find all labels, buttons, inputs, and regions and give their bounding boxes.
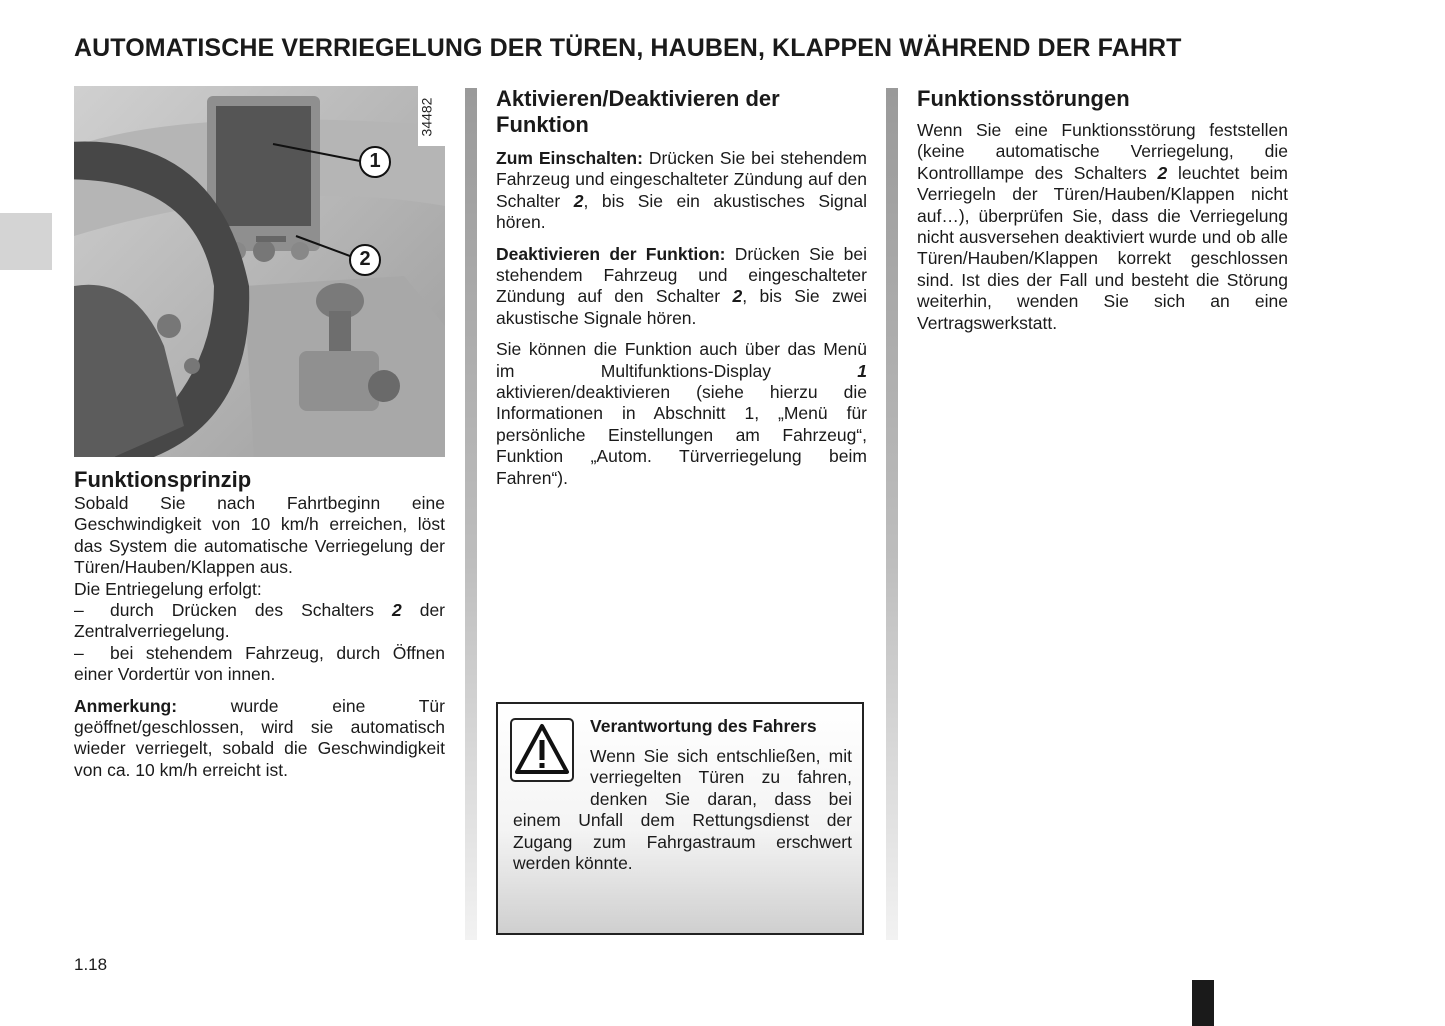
warning-text-block (513, 746, 852, 874)
unlock-item-1: – durch Drücken des Schalters 2 der Zentralverriegelung. (74, 600, 445, 642)
column-right (917, 86, 1288, 334)
warning-box (496, 702, 864, 935)
heading-aktivieren: Aktivieren/Deaktivieren der Funktion (496, 86, 780, 137)
unlocking-intro: Die Entriegelung erfolgt: (74, 578, 262, 599)
dashboard-illustration (74, 86, 445, 457)
column-separator (886, 88, 898, 940)
section-tab (0, 213, 52, 270)
column-separator (465, 88, 477, 940)
note: Anmerkung: wurde eine Tür geöffnet/geschlossen, wird sie automatisch wieder verriegelt, sobald die Geschwindigkeit von ca. 10 km/h erreicht ist. (74, 695, 445, 780)
corner-marker (1192, 980, 1214, 1026)
figure-code: 34482 (418, 97, 435, 137)
callout-2: 2 (359, 248, 371, 270)
enable-instructions: Zum Einschalten: Drücken Sie bei stehendem Fahrzeug und eingeschalteter Zündung auf den Schalter 2, bis Sie ein akustisches Signal hören. (496, 148, 868, 233)
malfunction-text: Wenn Sie eine Funktionsstörung feststellen (keine automatische Verriegelung, die Kontrolllampe des Schalters 2 leuchtet beim Verriegeln der Türen/Hauben/Klappen nicht auf…), überprüfen Sie, dass die Verriegelung nicht ausversehen deaktiviert wurde und ob alle Türen/Hauben/Klappen korrekt geschlossen sind. Ist dies der Fall und besteht die Störung weiterhin, wenden Sie sich an eine Vertragswerkstatt. (917, 120, 1289, 333)
heading-funktionsstoerungen: Funktionsstörungen (917, 86, 1130, 111)
disable-instructions: Deaktivieren der Funktion: Drücken Sie bei stehendem Fahrzeug und eingeschalteter Zündung auf den Schalter 2, bis Sie zwei akustische Signale hören. (496, 243, 867, 328)
unlock-item-2: – bei stehendem Fahrzeug, durch Öffnen einer Vordertür von innen. (74, 642, 445, 685)
heading-funktionsprinzip: Funktionsprinzip (74, 467, 252, 492)
page-title: AUTOMATISCHE VERRIEGELUNG DER TÜREN, HAUBEN, KLAPPEN WÄHREND DER FAHRT (74, 34, 1182, 62)
dashboard-photo (74, 86, 445, 457)
warning-text: Wenn Sie sich entschließen, mit verriegelten Türen zu fahren, denken Sie daran, dass bei einem Unfall dem Rettungsdienst der Zugang zum Fahrgastraum erschwert werden könnte. (513, 746, 852, 874)
warning-title: Verantwortung des Fahrers (590, 716, 817, 736)
column-left (74, 86, 445, 781)
column-middle (496, 86, 867, 489)
callout-1: 1 (369, 150, 381, 172)
principle-text: Sobald Sie nach Fahrtbeginn eine Geschwindigkeit von 10 km/h erreichen, löst das System die automatische Verriegelung der Türen/Hauben/Klappen aus. (74, 493, 445, 578)
menu-instructions: Sie können die Funktion auch über das Menü im Multifunktions-Display 1 aktivieren/deaktivieren (siehe hierzu die Informationen in Abschnitt 1, „Menü für persönliche Einstellungen am Fahrzeug“, Funktion „Autom. Türverriegelung beim Fahren“). (496, 339, 867, 488)
page-number: 1.18 (74, 955, 108, 974)
